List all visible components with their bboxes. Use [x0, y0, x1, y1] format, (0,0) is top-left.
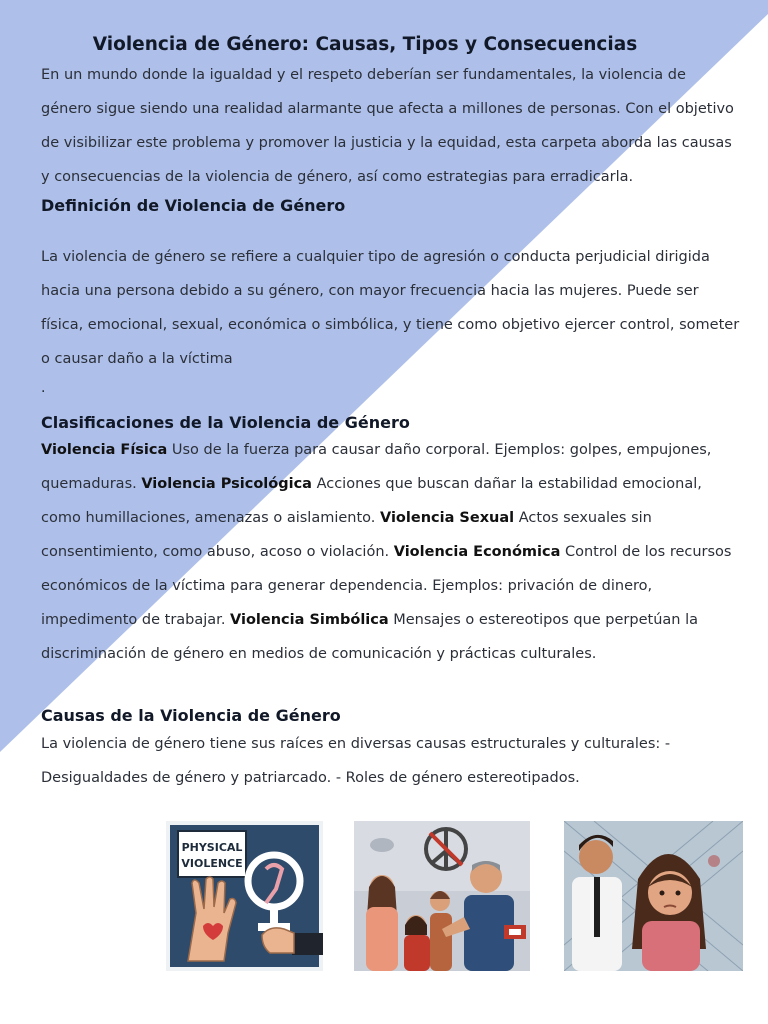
term-economica: Violencia Económica [393, 544, 561, 560]
term-simbolica: Violencia Simbólica [230, 612, 389, 628]
couple-concern-image [564, 821, 743, 971]
physical-violence-image [166, 821, 323, 971]
term-psicologica: Violencia Psicológica [141, 476, 312, 492]
poster-text-line1: PHYSICAL [181, 841, 243, 854]
definition-paragraph: La violencia de género se refiere a cualquier tipo de agresión o conducta perjudicial dirigida hacia una persona debido a su género, con mayor frecuencia hacia las mujeres. Puede ser física, emocional, sexual, económica o simbólica, y tiene como objetivo ejercer control, someter o causar daño a la víctima [41, 249, 740, 367]
term-sexual: Violencia Sexual [380, 510, 515, 526]
desc-fisica: Uso de la fuerza para causar daño corporal. Ejemplos: golpes, empujones, quemaduras. [41, 442, 712, 492]
desc-economica: Control de los recursos económicos de la víctima para generar dependencia. Ejemplos: privación de dinero, impedimento de trabajar. [41, 544, 732, 628]
definition-heading: Definición de Violencia de Género [41, 196, 346, 215]
term-fisica: Violencia Física [41, 442, 168, 458]
intro-paragraph: En un mundo donde la igualdad y el respeto deberían ser fundamentales, la violencia de género sigue siendo una realidad alarmante que afecta a millones de personas. Con el objetivo de visibilizar este problema y promover la justicia y la equidad, esta carpeta aborda las causas y consecuencias de la violencia de género, así como estrategias para erradicarla. [41, 67, 734, 185]
stray-period: . [41, 380, 46, 396]
desc-sexual: Actos sexuales sin consentimiento, como abuso, acoso o violación. [41, 510, 652, 560]
classifications-heading: Clasificaciones de la Violencia de Género [41, 413, 410, 432]
desc-psicologica: Acciones que buscan dañar la estabilidad emocional, como humillaciones, amenazas o aislamiento. [41, 476, 702, 526]
document-title: Violencia de Género: Causas, Tipos y Consecuencias [92, 34, 638, 55]
poster-text-line2: VIOLENCE [181, 857, 243, 870]
causes-heading: Causas de la Violencia de Género [41, 706, 341, 725]
causes-paragraph: La violencia de género tiene sus raíces en diversas causas estructurales y culturales: - Desigualdades de género y patriarcado. - Roles de género estereotipados. [41, 736, 671, 786]
desc-simbolica: Mensajes o estereotipos que perpetúan la discriminación de género en medios de comunicación y prácticas culturales. [41, 612, 698, 662]
family-protection-image [354, 821, 530, 971]
classifications-paragraph [41, 433, 741, 671]
